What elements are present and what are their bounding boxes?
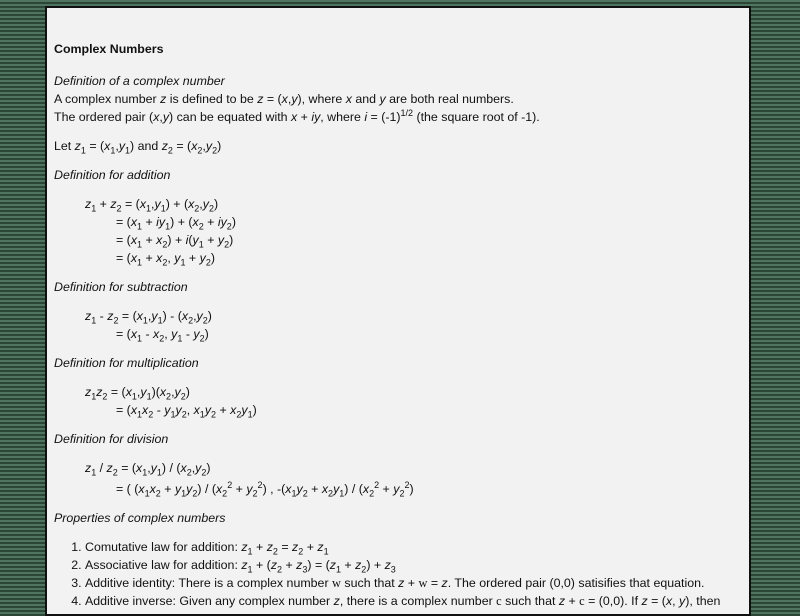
- section-subtraction-heading: Definition for subtraction: [54, 280, 188, 294]
- list-item: 2. Associative law for addition: $z_1 + (z_2 + z_3) = (z_1 + z_2) + z_3$: [85, 556, 749, 574]
- addition-eq-4: = ($x_1 + x_2$, $y_1 + y_2$): [116, 251, 215, 268]
- division-eq-1: $z_1 / z_2 = (x_1,y_1) / (x_2,y_2)$: [85, 461, 211, 478]
- section-properties-heading: Properties of complex numbers: [54, 511, 226, 525]
- definition-line-2: The ordered pair (x,y) can be equated with x + iy, where $i = (-1)^{1/2}$ (the square root of -1).: [54, 107, 540, 124]
- addition-eq-2: = $(x_1 + iy_1) + (x_2 + iy_2)$: [116, 215, 236, 232]
- page-title: Complex Numbers: [54, 42, 164, 56]
- document-panel: [45, 6, 751, 616]
- list-item: 4. Additive inverse: Given any complex number z, there is a complex number c such that z + c = (0,0). If z = (x, y), then: [85, 592, 749, 610]
- multiplication-eq-1: $z_1z_2 = (x_1,y_1)(x_2,y_2)$: [85, 385, 190, 402]
- section-addition-heading: Definition for addition: [54, 168, 171, 182]
- division-eq-2: = ( $(x_1x_2 + y_1y_2) / (x_2^2 + y_2^2)$ , $-(x_1y_2 + x_2y_1) / (x_2^2 + y_2^2)$: [116, 479, 414, 499]
- section-multiplication-heading: Definition for multiplication: [54, 356, 199, 370]
- properties-list: [54, 538, 749, 610]
- addition-eq-1: $z_1 + z_2 = (x_1,y_1) + (x_2,y_2)$: [85, 197, 219, 214]
- subtraction-eq-1: $z_1 - z_2 = (x_1,y_1) - (x_2,y_2)$: [85, 309, 212, 326]
- subtraction-eq-2: = ($x_1 - x_2$, $y_1 - y_2$): [116, 327, 209, 344]
- addition-eq-3: = $(x_1 + x_2) + i(y_1 + y_2)$: [116, 233, 234, 250]
- let-statement: Let $z_1 = (x_1,y_1)$ and $z_2 = (x_2,y_2)$: [54, 139, 222, 156]
- list-item: 3. Additive identity: There is a complex number w such that z + w = z. The ordered pair (0,0) satisifies that equation.: [85, 574, 749, 592]
- definition-line-1: A complex number z is defined to be z = (x,y), where x and y are both real numbers.: [54, 92, 514, 106]
- multiplication-eq-2: = ($x_1x_2 - y_1y_2$, $x_1y_2 + x_2y_1$): [116, 403, 257, 420]
- list-item: 1. Comutative law for addition: $z_1 + z_2 = z_2 + z_1$: [85, 538, 749, 556]
- section-division-heading: Definition for division: [54, 432, 169, 446]
- section-definition-heading: Definition of a complex number: [54, 74, 225, 88]
